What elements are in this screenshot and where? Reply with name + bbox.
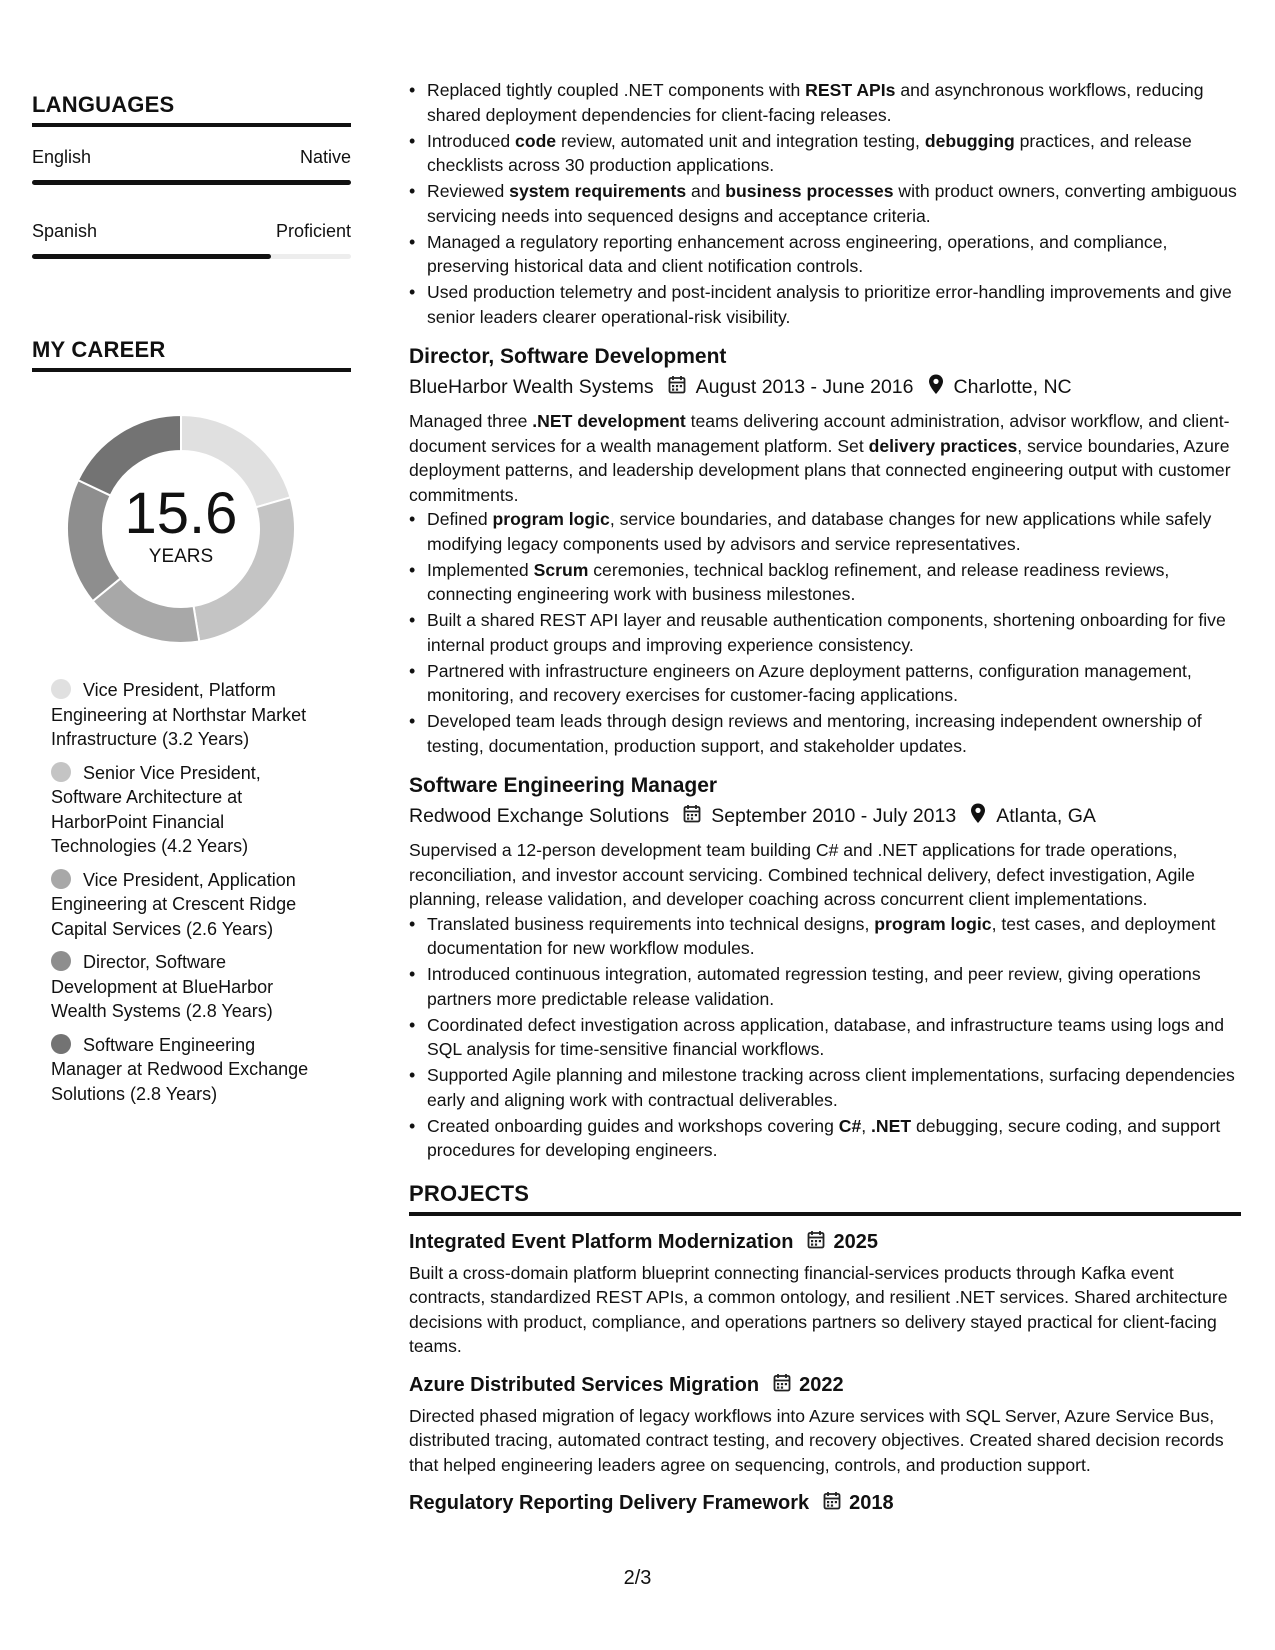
legend-label: Vice President, Platform Engineering at Northstar Market Infrastructure (3.2 Years) — [51, 680, 307, 749]
language-name: English — [32, 147, 92, 167]
text-run: ceremonies, technical backlog refinement, and release readiness reviews, connecting engineering work with business milestones. — [427, 559, 1170, 604]
language-proficiency-fill — [32, 180, 351, 185]
project-year: 2018 — [849, 1492, 894, 1514]
job-description — [409, 409, 1241, 507]
text-run: Managed a regulatory reporting enhancement across engineering, operations, and compliance, preserving historical data and client notification controls. — [427, 231, 1168, 276]
project-entry — [409, 1230, 1241, 1359]
bullet-item — [427, 507, 1241, 556]
bullet-item — [427, 659, 1241, 708]
text-run: Supported Agile planning and milestone tracking across client implementations, surfacing dependencies early and aligning work with contractual deliverables. — [427, 1065, 1235, 1110]
text-run: Implemented — [427, 559, 534, 580]
language-proficiency-bar — [32, 254, 351, 259]
calendar-icon — [773, 1373, 791, 1398]
bullet-item — [427, 558, 1241, 607]
location-pin-icon — [928, 374, 944, 401]
text-run: Built a shared REST API layer and reusable authentication components, shortening onboarding for five internal product groups and improving experience consistency. — [427, 610, 1226, 655]
career-legend — [51, 678, 326, 1106]
project-entry — [409, 1491, 1241, 1516]
text-run: review, automated unit and integration testing, — [556, 130, 925, 151]
job-description — [409, 838, 1241, 912]
job-location: Charlotte, NC — [953, 376, 1072, 398]
project-description: Directed phased migration of legacy workflows into Azure services with SQL Server, Azure Service Bus, distributed tracing, automated contract testing, and recovery objectives. Created shared decision records that helped engineering leaders agree on sequencing, controls, and production support. — [409, 1405, 1224, 1475]
bold-keyword: business processes — [725, 181, 894, 201]
projects-title: PROJECTS — [409, 1181, 1241, 1216]
text-run: teams delivering account administration, advisor workflow, and client-document services for a wealth management platform. Set — [409, 411, 1230, 456]
bold-keyword: delivery practices — [868, 435, 1018, 456]
bold-keyword: debugging — [924, 130, 1015, 151]
job-dates: August 2013 - June 2016 — [695, 376, 914, 398]
bullet-item — [427, 230, 1241, 279]
projects-section — [409, 1181, 1241, 1517]
location-pin-icon — [970, 803, 986, 830]
career-donut-chart — [66, 414, 296, 644]
language-level: Proficient — [275, 221, 351, 241]
bold-keyword: program logic — [874, 913, 992, 934]
job-dates: September 2010 - July 2013 — [711, 805, 957, 827]
legend-dot — [51, 951, 71, 971]
language-item — [32, 221, 351, 259]
bold-keyword: REST APIs — [805, 80, 896, 100]
language-name: Spanish — [32, 221, 98, 241]
job-entry — [409, 345, 1241, 758]
project-title — [409, 1230, 1241, 1255]
text-run: Defined — [427, 509, 493, 529]
career-total-years: 15.6 — [124, 481, 238, 546]
project-year: 2022 — [799, 1373, 844, 1396]
bold-keyword: program logic — [492, 509, 610, 529]
job-entry — [409, 774, 1241, 1163]
legend-label: Senior Vice President, Software Architecture at HarborPoint Financial Technologies (4.2 Years) — [51, 762, 261, 856]
text-run: Reviewed — [427, 181, 510, 201]
bold-keyword: .NET — [871, 1115, 912, 1136]
main-content — [409, 78, 1241, 1516]
bold-keyword: system requirements — [509, 181, 687, 201]
job-meta — [409, 374, 1241, 401]
project-name: Azure Distributed Services Migration — [409, 1373, 760, 1396]
career-legend-item — [51, 678, 326, 752]
career-legend-item — [51, 761, 326, 859]
bold-keyword: .NET development — [532, 411, 686, 431]
project-title — [409, 1491, 1241, 1516]
language-row — [32, 221, 351, 242]
project-description: Built a cross-domain platform blueprint connecting financial-services products through Kafka event contracts, standardized REST APIs, a common ontology, and resilient .NET services. Shared architecture decisions with product, compliance, and operations partners so delivery stayed practical for client-facing teams. — [409, 1262, 1228, 1356]
language-level: Native — [299, 147, 351, 167]
language-proficiency-fill — [32, 254, 271, 259]
bullet-item — [427, 129, 1241, 178]
legend-dot — [51, 869, 71, 889]
project-title — [409, 1373, 1241, 1398]
legend-label: Vice President, Application Engineering at Crescent Ridge Capital Services (2.6 Years) — [51, 869, 297, 939]
bullet-item — [427, 1114, 1241, 1163]
language-proficiency-bar — [32, 180, 351, 185]
project-entry — [409, 1373, 1241, 1478]
job-bullets — [409, 507, 1241, 758]
job-meta — [409, 803, 1241, 830]
languages-title: LANGUAGES — [32, 92, 351, 127]
text-run: Developed team leads through design reviews and mentoring, increasing independent ownership of testing, documentation, production support, and stakeholder updates. — [427, 711, 1202, 756]
text-run: , service boundaries, Azure deployment patterns, and leadership development plans that connected engineering output with customer commitments. — [409, 435, 1231, 505]
text-run: , test cases, and deployment documentation for new workflow modules. — [427, 913, 1216, 958]
text-run: and — [686, 181, 726, 201]
legend-label: Software Engineering Manager at Redwood Exchange Solutions (2.8 Years) — [51, 1034, 309, 1104]
previous-role-bullets — [409, 78, 1241, 329]
sidebar — [32, 92, 351, 1115]
text-run: and asynchronous workflows, reducing shared deployment dependencies for client-facing releases. — [427, 80, 1204, 125]
text-run: with product owners, converting ambiguous servicing needs into sequenced designs and acceptance criteria. — [427, 181, 1237, 226]
legend-dot — [51, 679, 71, 699]
calendar-icon — [668, 375, 686, 400]
bullet-item — [427, 912, 1241, 961]
text-run: Created onboarding guides and workshops covering — [427, 1115, 839, 1136]
legend-dot — [51, 1034, 71, 1054]
text-run: , — [861, 1115, 872, 1136]
page-number: 2/3 — [623, 1567, 652, 1589]
bullet-item — [427, 280, 1241, 329]
text-run: Replaced tightly coupled .NET components with — [427, 80, 806, 100]
text-run: Partnered with infrastructure engineers on Azure deployment patterns, configuration management, monitoring, and recovery exercises for customer-facing applications. — [427, 660, 1192, 705]
job-bullets — [409, 912, 1241, 1163]
project-year: 2025 — [833, 1230, 878, 1253]
career-legend-item — [51, 1033, 326, 1107]
text-run: Managed three — [409, 411, 533, 431]
bullet-item — [427, 709, 1241, 758]
job-title: Software Engineering Manager — [409, 774, 718, 797]
legend-label: Director, Software Development at BlueHarbor Wealth Systems (2.8 Years) — [51, 952, 274, 1021]
career-legend-item — [51, 950, 326, 1024]
legend-dot — [51, 762, 71, 782]
project-name: Integrated Event Platform Modernization — [409, 1230, 794, 1253]
text-run: Translated business requirements into technical designs, — [427, 913, 875, 934]
project-name: Regulatory Reporting Delivery Framework — [409, 1492, 810, 1514]
text-run: Supervised a 12-person development team building C# and .NET applications for trade operations, reconciliation, and investor account servicing. Combined technical delivery, defect investigation, Agile planning, release validation, and developer coaching across concurrent client implementations. — [409, 840, 1195, 909]
text-run: Introduced continuous integration, automated regression testing, and peer review, giving operations partners more predictable release validation. — [427, 964, 1201, 1009]
experience-list — [409, 345, 1241, 1163]
language-item — [32, 147, 351, 185]
bullet-item — [427, 1013, 1241, 1062]
bullet-item — [427, 1063, 1241, 1112]
company-name: Redwood Exchange Solutions — [409, 805, 670, 827]
company-name: BlueHarbor Wealth Systems — [409, 376, 654, 398]
career-total-unit: YEARS — [148, 546, 214, 567]
job-title: Director, Software Development — [409, 345, 727, 368]
language-row — [32, 147, 351, 168]
bold-keyword: Scrum — [533, 559, 589, 580]
text-run: , service boundaries, and database changes for new applications while safely modifying legacy components used by advisors and service representatives. — [427, 509, 1212, 554]
job-location: Atlanta, GA — [996, 805, 1096, 827]
bullet-item — [427, 179, 1241, 228]
career-legend-item — [51, 868, 326, 942]
text-run: Used production telemetry and post-incident analysis to prioritize error-handling improvements and give senior leaders clearer operational-risk visibility. — [427, 282, 1232, 327]
bullet-item — [427, 608, 1241, 657]
bold-keyword: code — [515, 130, 557, 151]
calendar-icon — [683, 804, 701, 829]
text-run: Coordinated defect investigation across application, database, and infrastructure teams using logs and SQL analysis for time-sensitive financial workflows. — [427, 1014, 1225, 1059]
bullet-item — [427, 78, 1241, 127]
bullet-item — [427, 962, 1241, 1011]
languages-section — [32, 92, 351, 259]
career-title: MY CAREER — [32, 337, 351, 372]
text-run: practices, and release checklists across 30 production applications. — [427, 130, 1192, 175]
text-run: debugging, secure coding, and support procedures for developing engineers. — [427, 1115, 1221, 1160]
bold-keyword: C# — [838, 1115, 862, 1136]
calendar-icon — [823, 1491, 841, 1516]
text-run: Introduced — [427, 130, 516, 151]
career-section — [32, 337, 351, 1106]
calendar-icon — [807, 1230, 825, 1255]
